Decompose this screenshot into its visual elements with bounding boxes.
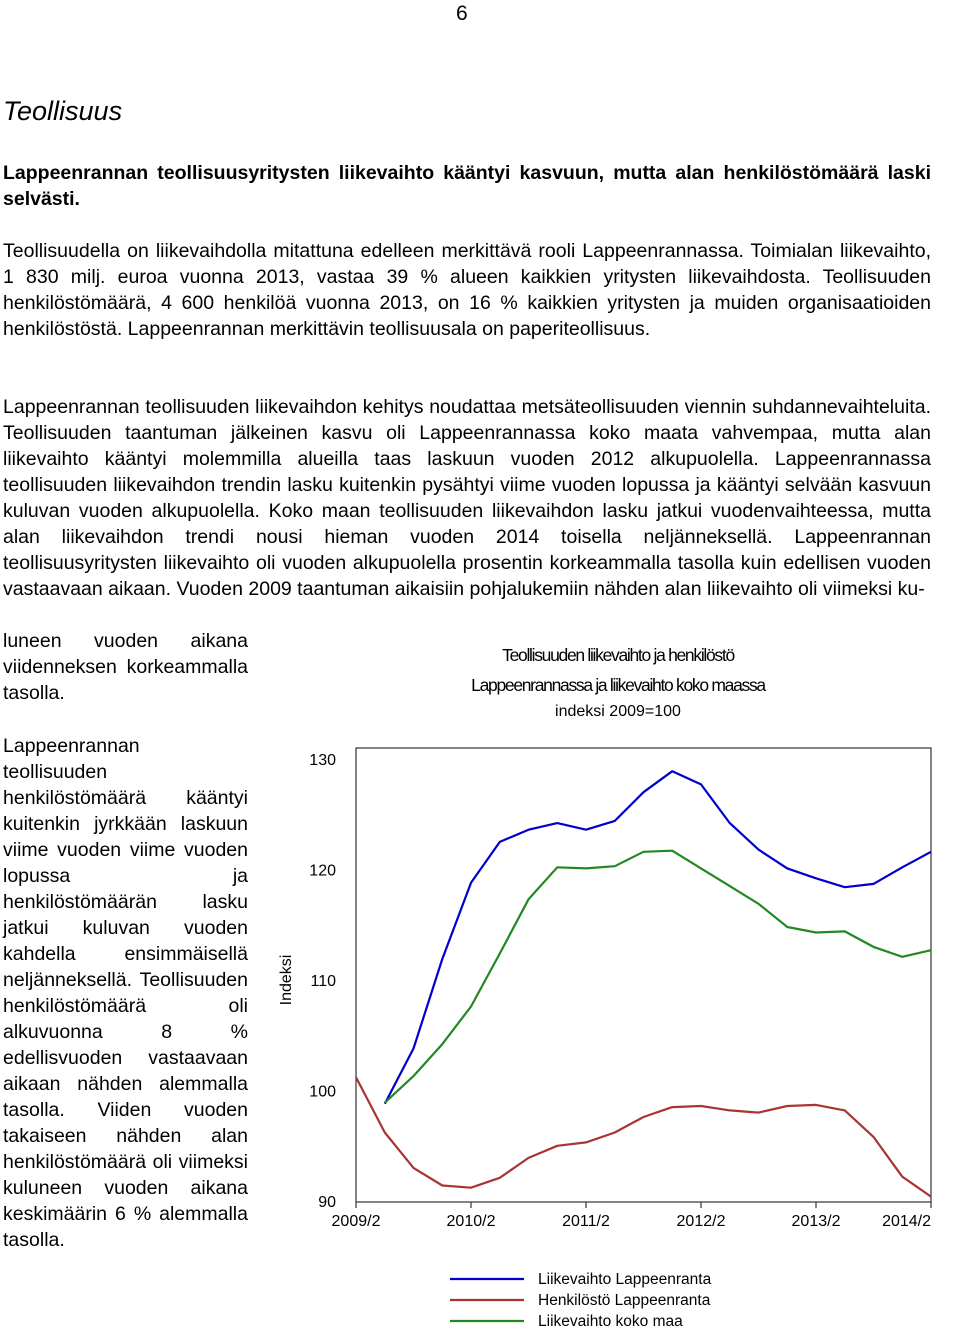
x-tick-label: 2010/2 xyxy=(446,1213,496,1230)
y-tick-label: 100 xyxy=(309,1083,336,1101)
chart-title-line-1: Teollisuuden liikevaihto ja henkilöstö xyxy=(502,645,734,665)
body-paragraph-2: Lappeenrannan teollisuuden liikevaihdon kehitys noudattaa metsäteollisuuden viennin suhdannevaihteluita. Teollisuuden taantuman jälkeinen kasvu oli Lappeenrannassa koko maata vahvempaa, mutta alan liikevaihto kääntyi molemmilla alueilla taas laskuun vuoden 2012 alkupuolella. Lappeenrannassa teollisuuden liikevaihdon trendin lasku kuitenkin pysähtyi viime vuoden lopussa ja kääntyi selvään kasvuun kuluvan vuoden alkupuolella. Koko maan teollisuuden liikevaihdon lasku jatkui vuodenvaihteessa, mutta alan liikevaihdon trendi nousi hieman vuoden 2014 toisella neljänneksellä. Lappeenrannan teollisuusyritysten liikevaihto oli vuoden alkupuolella prosentin korkeammalla tasolla kuin edellisen vuoden vastaavaan aikaan. Vuoden 2009 taantuman aikaisiin pohjalukemiin nähden alan liikevaihto oli viimeksi ku- xyxy=(3,396,931,600)
x-tick-label: 2012/2 xyxy=(676,1213,726,1230)
y-tick-label: 130 xyxy=(309,752,336,769)
chart-title-line-2: Lappeenrannassa ja liikevaihto koko maassa xyxy=(471,675,765,695)
y-tick-label: 90 xyxy=(318,1194,336,1211)
series-line xyxy=(385,771,931,1104)
body-paragraph-1: Teollisuudella on liikevaihdolla mitattuna edelleen merkittävä rooli Lappeenrannassa. Toimialan liikevaihto, 1 830 milj. euroa vuonna 2013, vastaa 39 % alueen kaikkien yritysten liikevaihdosta. Teollisuuden henkilöstömäärä, 4 600 henkilöä vuonna 2013, on 16 % kaikkien yritysten ja muiden organisaatioiden henkilöstöstä. Lappeenrannan merkittävin teollisuusala on paperiteollisuus. xyxy=(3,240,931,340)
x-tick-label: 2013/2 xyxy=(791,1213,841,1230)
page-number: 6 xyxy=(456,2,468,25)
series-line xyxy=(356,1077,931,1196)
section-title: Teollisuus xyxy=(3,96,123,126)
legend-label: Henkilöstö Lappeenranta xyxy=(538,1292,711,1309)
legend-label: Liikevaihto koko maa xyxy=(538,1313,683,1330)
chart-subtitle: indeksi 2009=100 xyxy=(555,703,681,720)
y-tick-label: 110 xyxy=(310,973,336,990)
body-paragraph-3: Lappeenrannan teollisuuden henkilöstömäärä kääntyi kuitenkin jyrkkään laskuun viime vuoden viime vuoden lopussa ja henkilöstömäärän lasku jatkui kuluvan vuoden kahdella ensimmäisellä neljänneksellä. Teollisuuden henkilöstömäärä oli alkuvuonna 8 % edellisvuoden vastaavaan aikaan nähden alemmalla tasolla. Viiden vuoden takaiseen nähden alan henkilöstömäärä oli viimeksi kuluneen vuoden aikana keskimäärin 6 % alemmalla tasolla. xyxy=(3,735,248,1251)
plot-frame xyxy=(356,748,931,1202)
x-tick-label: 2011/2 xyxy=(562,1213,610,1230)
y-tick-label: 120 xyxy=(309,862,336,880)
body-paragraph-2-continued: luneen vuoden aikana viidenneksen korkeammalla tasolla. xyxy=(3,630,248,704)
line-chart xyxy=(260,630,960,1330)
series-line xyxy=(385,851,931,1103)
x-tick-label: 2014/2 xyxy=(882,1213,931,1230)
legend-label: Liikevaihto Lappeenranta xyxy=(538,1271,712,1288)
y-axis-label: Indeksi xyxy=(278,954,295,1006)
lead-paragraph: Lappeenrannan teollisuusyritysten liikevaihto kääntyi kasvuun, mutta alan henkilöstömäärä laski selvästi. xyxy=(3,162,931,210)
x-tick-label: 2009/2 xyxy=(331,1213,381,1230)
